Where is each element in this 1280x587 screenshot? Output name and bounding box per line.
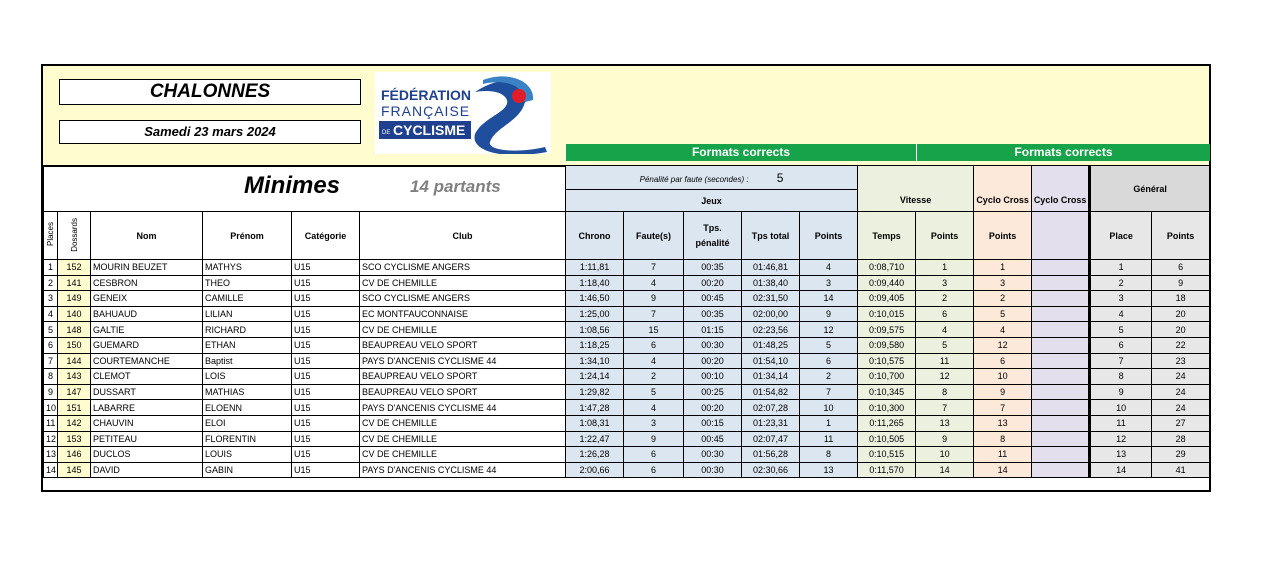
cell-tps-total: 01:54,10 xyxy=(742,353,800,369)
table-row xyxy=(44,291,1210,307)
cell-points-general: 41 xyxy=(1152,462,1210,478)
cell-points-cc: 13 xyxy=(974,415,1032,431)
cell-tps-penalite: 00:30 xyxy=(684,462,742,478)
cell-points-jeux: 13 xyxy=(800,462,858,478)
cell-place: 1 xyxy=(44,260,58,276)
col-temps: Temps xyxy=(858,212,916,260)
cell-temps: 0:09,580 xyxy=(858,337,916,353)
cell-points-cc: 6 xyxy=(974,353,1032,369)
cell-prenom: MATHYS xyxy=(203,260,292,276)
cell-points-jeux: 4 xyxy=(800,260,858,276)
cell-prenom: ELOI xyxy=(203,415,292,431)
cell-points-cc: 9 xyxy=(974,384,1032,400)
cell-chrono: 1:26,28 xyxy=(566,447,624,463)
cell-tps-penalite: 00:10 xyxy=(684,369,742,385)
logo-line3: CYCLISME xyxy=(393,122,466,138)
cell-points-jeux: 7 xyxy=(800,384,858,400)
cell-chrono: 1:18,25 xyxy=(566,337,624,353)
cell-tps-penalite: 00:45 xyxy=(684,291,742,307)
cell-tps-total: 01:48,25 xyxy=(742,337,800,353)
col-places: Places xyxy=(44,212,58,260)
cell-points-vitesse: 3 xyxy=(916,275,974,291)
cell-place-general: 11 xyxy=(1090,415,1152,431)
cell-fautes: 15 xyxy=(624,322,684,338)
cell-fautes: 4 xyxy=(624,353,684,369)
cell-fautes: 4 xyxy=(624,275,684,291)
cell-place: 5 xyxy=(44,322,58,338)
col-points-gen: Points xyxy=(1152,212,1210,260)
cell-place: 4 xyxy=(44,306,58,322)
cell-place: 11 xyxy=(44,415,58,431)
cell-categorie: U15 xyxy=(292,291,360,307)
cell-points-cc: 10 xyxy=(974,369,1032,385)
cell-points-cc: 2 xyxy=(974,291,1032,307)
table-row xyxy=(44,260,1210,276)
cell-points-cc: 5 xyxy=(974,306,1032,322)
col-fautes: Faute(s) xyxy=(624,212,684,260)
cell-dossard: 142 xyxy=(58,415,91,431)
cell-chrono: 1:08,31 xyxy=(566,415,624,431)
table-row xyxy=(44,384,1210,400)
cell-prenom: Baptist xyxy=(203,353,292,369)
cell-nom: DUCLOS xyxy=(91,447,203,463)
cell-points-vitesse: 14 xyxy=(916,462,974,478)
col-points-cc: Points xyxy=(974,212,1032,260)
cell-tps-total: 01:56,28 xyxy=(742,447,800,463)
cell-temps: 0:09,440 xyxy=(858,275,916,291)
cell-place: 3 xyxy=(44,291,58,307)
cell-tps-penalite: 00:35 xyxy=(684,260,742,276)
cell-place-general: 4 xyxy=(1090,306,1152,322)
cell-prenom: ELOENN xyxy=(203,400,292,416)
col-chrono: Chrono xyxy=(566,212,624,260)
table-row xyxy=(44,337,1210,353)
ffc-logo-graphic xyxy=(375,72,551,154)
group-cyclocross-1: Cyclo Cross xyxy=(974,190,1032,212)
col-nom: Nom xyxy=(91,212,203,260)
cell-points-cc: 8 xyxy=(974,431,1032,447)
cell-club: BEAUPREAU VELO SPORT xyxy=(360,369,566,385)
results-body xyxy=(44,260,1210,478)
cell-tps-penalite: 00:15 xyxy=(684,415,742,431)
cell-club: CV DE CHEMILLE xyxy=(360,447,566,463)
cell-temps: 0:10,505 xyxy=(858,431,916,447)
cell-dossard: 149 xyxy=(58,291,91,307)
cell-nom: COURTEMANCHE xyxy=(91,353,203,369)
cell-place: 8 xyxy=(44,369,58,385)
cell-points-vitesse: 8 xyxy=(916,384,974,400)
col-dossards: Dossards xyxy=(58,212,91,260)
cell-chrono: 1:29,82 xyxy=(566,384,624,400)
cell-club: EC MONTFAUCONNAISE xyxy=(360,306,566,322)
cell-temps: 0:11,265 xyxy=(858,415,916,431)
cell-nom: PETITEAU xyxy=(91,431,203,447)
cell-prenom: CAMILLE xyxy=(203,291,292,307)
cell-points-vitesse: 13 xyxy=(916,415,974,431)
cell-place: 13 xyxy=(44,447,58,463)
cell-chrono: 1:18,40 xyxy=(566,275,624,291)
cell-categorie: U15 xyxy=(292,369,360,385)
cell-club: CV DE CHEMILLE xyxy=(360,415,566,431)
cell-club: SCO CYCLISME ANGERS xyxy=(360,291,566,307)
cell-points-cc: 1 xyxy=(974,260,1032,276)
cell-fautes: 6 xyxy=(624,447,684,463)
cell-place: 2 xyxy=(44,275,58,291)
cell-points-vitesse: 1 xyxy=(916,260,974,276)
cell-points-jeux: 9 xyxy=(800,306,858,322)
cell-place-general: 6 xyxy=(1090,337,1152,353)
cell-tps-penalite: 00:30 xyxy=(684,447,742,463)
cell-categorie: U15 xyxy=(292,322,360,338)
cell-place-general: 12 xyxy=(1090,431,1152,447)
col-place: Place xyxy=(1090,212,1152,260)
table-row xyxy=(44,322,1210,338)
col-prenom: Prénom xyxy=(203,212,292,260)
cell-points-jeux: 12 xyxy=(800,322,858,338)
cell-tps-total: 01:23,31 xyxy=(742,415,800,431)
cell-place-general: 1 xyxy=(1090,260,1152,276)
cell-place-general: 13 xyxy=(1090,447,1152,463)
cell-points-jeux: 14 xyxy=(800,291,858,307)
cell-prenom: FLORENTIN xyxy=(203,431,292,447)
cell-club: CV DE CHEMILLE xyxy=(360,322,566,338)
category-cell xyxy=(44,166,566,212)
cell-tps-penalite: 00:30 xyxy=(684,337,742,353)
logo-line2: FRANÇAISE xyxy=(381,103,471,119)
cell-points-jeux: 6 xyxy=(800,353,858,369)
cell-nom: DAVID xyxy=(91,462,203,478)
cell-temps: 0:10,515 xyxy=(858,447,916,463)
logo-line3-prefix: DE xyxy=(382,130,391,136)
cell-place: 6 xyxy=(44,337,58,353)
cell-points-vitesse: 7 xyxy=(916,400,974,416)
cell-points-jeux: 2 xyxy=(800,369,858,385)
cell-nom: CESBRON xyxy=(91,275,203,291)
cell-fautes: 9 xyxy=(624,291,684,307)
cell-prenom: THEO xyxy=(203,275,292,291)
cell-points-general: 24 xyxy=(1152,400,1210,416)
cell-points-general: 24 xyxy=(1152,369,1210,385)
cell-prenom: RICHARD xyxy=(203,322,292,338)
cell-dossard: 143 xyxy=(58,369,91,385)
cell-dossard: 144 xyxy=(58,353,91,369)
cell-tps-total: 02:07,28 xyxy=(742,400,800,416)
cell-chrono: 1:46,50 xyxy=(566,291,624,307)
cell-prenom: GABIN xyxy=(203,462,292,478)
cell-points-general: 18 xyxy=(1152,291,1210,307)
cell-place-general: 9 xyxy=(1090,384,1152,400)
cell-club: BEAUPREAU VELO SPORT xyxy=(360,337,566,353)
cell-points-cc: 3 xyxy=(974,275,1032,291)
cell-points-vitesse: 12 xyxy=(916,369,974,385)
cell-place-general: 2 xyxy=(1090,275,1152,291)
cell-tps-total: 02:07,47 xyxy=(742,431,800,447)
cell-chrono: 2:00,66 xyxy=(566,462,624,478)
cell-points-general: 20 xyxy=(1152,322,1210,338)
header-area xyxy=(43,66,1209,167)
cell-place: 10 xyxy=(44,400,58,416)
cell-categorie: U15 xyxy=(292,260,360,276)
group-cyclocross-2: Cyclo Cross xyxy=(1032,190,1090,212)
cell-points-general: 24 xyxy=(1152,384,1210,400)
event-date: Samedi 23 mars 2024 xyxy=(59,120,361,144)
cell-tps-total: 02:23,56 xyxy=(742,322,800,338)
cell-points-general: 23 xyxy=(1152,353,1210,369)
cell-fautes: 5 xyxy=(624,384,684,400)
cell-categorie: U15 xyxy=(292,353,360,369)
table-row xyxy=(44,353,1210,369)
cell-chrono: 1:47,28 xyxy=(566,400,624,416)
cell-nom: BAHUAUD xyxy=(91,306,203,322)
cell-points-vitesse: 5 xyxy=(916,337,974,353)
cell-nom: GUEMARD xyxy=(91,337,203,353)
cell-points-jeux: 1 xyxy=(800,415,858,431)
cell-temps: 0:09,575 xyxy=(858,322,916,338)
cell-tps-penalite: 00:35 xyxy=(684,306,742,322)
cell-chrono: 1:25,00 xyxy=(566,306,624,322)
cell-temps: 0:08,710 xyxy=(858,260,916,276)
cell-categorie: U15 xyxy=(292,337,360,353)
cell-points-general: 20 xyxy=(1152,306,1210,322)
cell-categorie: U15 xyxy=(292,306,360,322)
group-vitesse: Vitesse xyxy=(858,190,974,212)
cell-points-general: 22 xyxy=(1152,337,1210,353)
cell-club: SCO CYCLISME ANGERS xyxy=(360,260,566,276)
cell-tps-penalite: 00:20 xyxy=(684,400,742,416)
cell-points-vitesse: 2 xyxy=(916,291,974,307)
cell-nom: GALTIE xyxy=(91,322,203,338)
col-tps-penalite: Tps. pénalité xyxy=(684,212,742,260)
cell-fautes: 4 xyxy=(624,400,684,416)
cell-temps: 0:11,570 xyxy=(858,462,916,478)
cell-tps-total: 01:46,81 xyxy=(742,260,800,276)
cell-points-general: 28 xyxy=(1152,431,1210,447)
table-row xyxy=(44,462,1210,478)
cell-points-cc: 14 xyxy=(974,462,1032,478)
cell-club: PAYS D'ANCENIS CYCLISME 44 xyxy=(360,462,566,478)
table-row xyxy=(44,369,1210,385)
cell-points-vitesse: 11 xyxy=(916,353,974,369)
cell-club: CV DE CHEMILLE xyxy=(360,431,566,447)
cell-prenom: LOUIS xyxy=(203,447,292,463)
cell-tps-penalite: 00:20 xyxy=(684,275,742,291)
cell-dossard: 146 xyxy=(58,447,91,463)
cell-categorie: U15 xyxy=(292,415,360,431)
penalty-row xyxy=(566,166,858,190)
cell-points-cc: 11 xyxy=(974,447,1032,463)
formats-banner-right: Formats corrects xyxy=(916,144,1210,161)
cell-dossard: 153 xyxy=(58,431,91,447)
col-points-jeux: Points xyxy=(800,212,858,260)
cell-dossard: 145 xyxy=(58,462,91,478)
cell-dossard: 151 xyxy=(58,400,91,416)
cell-place-general: 14 xyxy=(1090,462,1152,478)
col-club: Club xyxy=(360,212,566,260)
cell-points-cc: 4 xyxy=(974,322,1032,338)
cell-dossard: 150 xyxy=(58,337,91,353)
formats-banner-left: Formats corrects xyxy=(565,144,916,161)
cell-temps: 0:09,405 xyxy=(858,291,916,307)
cell-place-general: 7 xyxy=(1090,353,1152,369)
cell-temps: 0:10,575 xyxy=(858,353,916,369)
cell-tps-total: 01:38,40 xyxy=(742,275,800,291)
cell-dossard: 141 xyxy=(58,275,91,291)
cell-nom: CHAUVIN xyxy=(91,415,203,431)
group-jeux: Jeux xyxy=(566,190,858,212)
cell-points-vitesse: 6 xyxy=(916,306,974,322)
category-count: 14 partants xyxy=(410,177,501,196)
cell-club: PAYS D'ANCENIS CYCLISME 44 xyxy=(360,400,566,416)
table-row xyxy=(44,306,1210,322)
cell-prenom: LILIAN xyxy=(203,306,292,322)
cell-dossard: 147 xyxy=(58,384,91,400)
cell-club: PAYS D'ANCENIS CYCLISME 44 xyxy=(360,353,566,369)
cell-prenom: ETHAN xyxy=(203,337,292,353)
cell-place-general: 3 xyxy=(1090,291,1152,307)
cell-nom: DUSSART xyxy=(91,384,203,400)
cell-chrono: 1:34,10 xyxy=(566,353,624,369)
penalty-value: 5 xyxy=(776,170,784,185)
cell-points-general: 29 xyxy=(1152,447,1210,463)
cell-points-general: 6 xyxy=(1152,260,1210,276)
col-tps-total: Tps total xyxy=(742,212,800,260)
cell-tps-total: 02:31,50 xyxy=(742,291,800,307)
cell-points-vitesse: 4 xyxy=(916,322,974,338)
cell-place-general: 10 xyxy=(1090,400,1152,416)
cell-points-jeux: 8 xyxy=(800,447,858,463)
cell-place: 7 xyxy=(44,353,58,369)
cell-prenom: MATHIAS xyxy=(203,384,292,400)
cell-temps: 0:10,345 xyxy=(858,384,916,400)
cell-fautes: 7 xyxy=(624,260,684,276)
cell-place: 14 xyxy=(44,462,58,478)
cell-fautes: 2 xyxy=(624,369,684,385)
cell-points-vitesse: 10 xyxy=(916,447,974,463)
cell-club: BEAUPREAU VELO SPORT xyxy=(360,384,566,400)
table-row xyxy=(44,275,1210,291)
table-row xyxy=(44,431,1210,447)
cell-fautes: 7 xyxy=(624,306,684,322)
cell-temps: 0:10,015 xyxy=(858,306,916,322)
col-points-vitesse: Points xyxy=(916,212,974,260)
cell-points-vitesse: 9 xyxy=(916,431,974,447)
cell-nom: CLEMOT xyxy=(91,369,203,385)
category-name: Minimes xyxy=(244,172,341,199)
cell-tps-total: 01:34,14 xyxy=(742,369,800,385)
cell-fautes: 6 xyxy=(624,462,684,478)
cell-categorie: U15 xyxy=(292,384,360,400)
cell-tps-penalite: 00:45 xyxy=(684,431,742,447)
logo-line1: FÉDÉRATION xyxy=(381,87,471,103)
cell-dossard: 148 xyxy=(58,322,91,338)
cell-tps-total: 02:00,00 xyxy=(742,306,800,322)
cell-categorie: U15 xyxy=(292,431,360,447)
cell-points-general: 9 xyxy=(1152,275,1210,291)
cell-categorie: U15 xyxy=(292,462,360,478)
cell-chrono: 1:08,56 xyxy=(566,322,624,338)
event-title: CHALONNES xyxy=(59,79,361,105)
cell-place: 9 xyxy=(44,384,58,400)
cell-fautes: 9 xyxy=(624,431,684,447)
cell-temps: 0:10,700 xyxy=(858,369,916,385)
cell-dossard: 152 xyxy=(58,260,91,276)
cell-chrono: 1:11,81 xyxy=(566,260,624,276)
cell-points-jeux: 5 xyxy=(800,337,858,353)
cell-nom: LABARRE xyxy=(91,400,203,416)
cell-nom: MOURIN BEUZET xyxy=(91,260,203,276)
table-row xyxy=(44,447,1210,463)
cell-place: 12 xyxy=(44,431,58,447)
penalty-label: Pénalité par faute (secondes) : xyxy=(639,174,749,184)
cell-tps-penalite: 00:25 xyxy=(684,384,742,400)
cell-nom: GENEIX xyxy=(91,291,203,307)
ffc-logo xyxy=(375,72,551,154)
table-row xyxy=(44,415,1210,431)
cell-points-cc: 12 xyxy=(974,337,1032,353)
cell-fautes: 3 xyxy=(624,415,684,431)
cell-categorie: U15 xyxy=(292,275,360,291)
cell-categorie: U15 xyxy=(292,447,360,463)
col-categorie: Catégorie xyxy=(292,212,360,260)
cell-club: CV DE CHEMILLE xyxy=(360,275,566,291)
cell-place-general: 5 xyxy=(1090,322,1152,338)
cell-tps-total: 02:30,66 xyxy=(742,462,800,478)
cell-points-jeux: 11 xyxy=(800,431,858,447)
cell-chrono: 1:22,47 xyxy=(566,431,624,447)
cell-temps: 0:10,300 xyxy=(858,400,916,416)
results-table xyxy=(43,165,1210,478)
results-sheet xyxy=(41,64,1211,492)
cell-chrono: 1:24,14 xyxy=(566,369,624,385)
group-general: Général xyxy=(1090,166,1210,212)
cell-points-jeux: 10 xyxy=(800,400,858,416)
cell-points-jeux: 3 xyxy=(800,275,858,291)
cell-tps-penalite: 00:20 xyxy=(684,353,742,369)
table-row xyxy=(44,400,1210,416)
cell-points-general: 27 xyxy=(1152,415,1210,431)
cell-dossard: 140 xyxy=(58,306,91,322)
cell-tps-total: 01:54,82 xyxy=(742,384,800,400)
cell-place-general: 8 xyxy=(1090,369,1152,385)
cell-points-cc: 7 xyxy=(974,400,1032,416)
cell-fautes: 6 xyxy=(624,337,684,353)
cell-categorie: U15 xyxy=(292,400,360,416)
cell-tps-penalite: 01:15 xyxy=(684,322,742,338)
cell-prenom: LOIS xyxy=(203,369,292,385)
